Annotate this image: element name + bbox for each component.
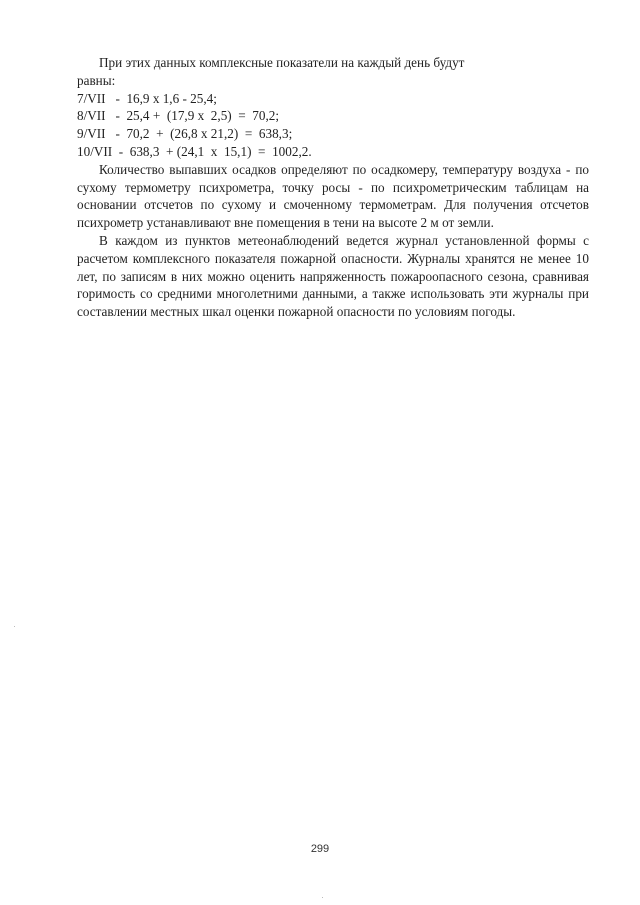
formula-line: 7/VII - 16,9 х 1,6 - 25,4; [77, 90, 217, 106]
intro-line: равны: [77, 72, 116, 88]
formula-line: 10/VII - 638,3 + (24,1 х 15,1) = 1002,2. [77, 143, 312, 159]
formula-line: 8/VII - 25,4 + (17,9 х 2,5) = 70,2; [77, 108, 280, 124]
page-number: 299 [310, 843, 330, 855]
intro-line: При этих данных комплексные показатели на каждый день будут [99, 55, 465, 70]
scan-speck [322, 897, 323, 898]
scan-speck [14, 626, 15, 627]
paragraph-journal: В каждом из пунктов метеонаблюдений ведется журнал установленной формы с расчетом комплексного показателя пожарной опасности. Журналы хранятся не менее 10 лет, по записям в них можно оценить напряженность пожароопасного сезона, сравнивая горимость со средними многолетними данными, а также использовать эти журналы при составлении местных шкал оценки пожарной опасности по условиям погоды. [77, 232, 589, 320]
text-block [77, 54, 589, 321]
formula-list [77, 90, 589, 161]
paragraph-precipitation: Количество выпавших осадков определяют по осадкомеру, температуру воздуха - по сухому термометру психрометра, точку росы - по психрометрическим таблицам на основании отсчетов по сухому и смоченному термометрам. Для получения отсчетов психрометр устанавливают вне помещения в тени на высоте 2 м от земли. [77, 161, 589, 231]
formula-line: 9/VII - 70,2 + (26,8 х 21,2) = 638,3; [77, 126, 293, 142]
